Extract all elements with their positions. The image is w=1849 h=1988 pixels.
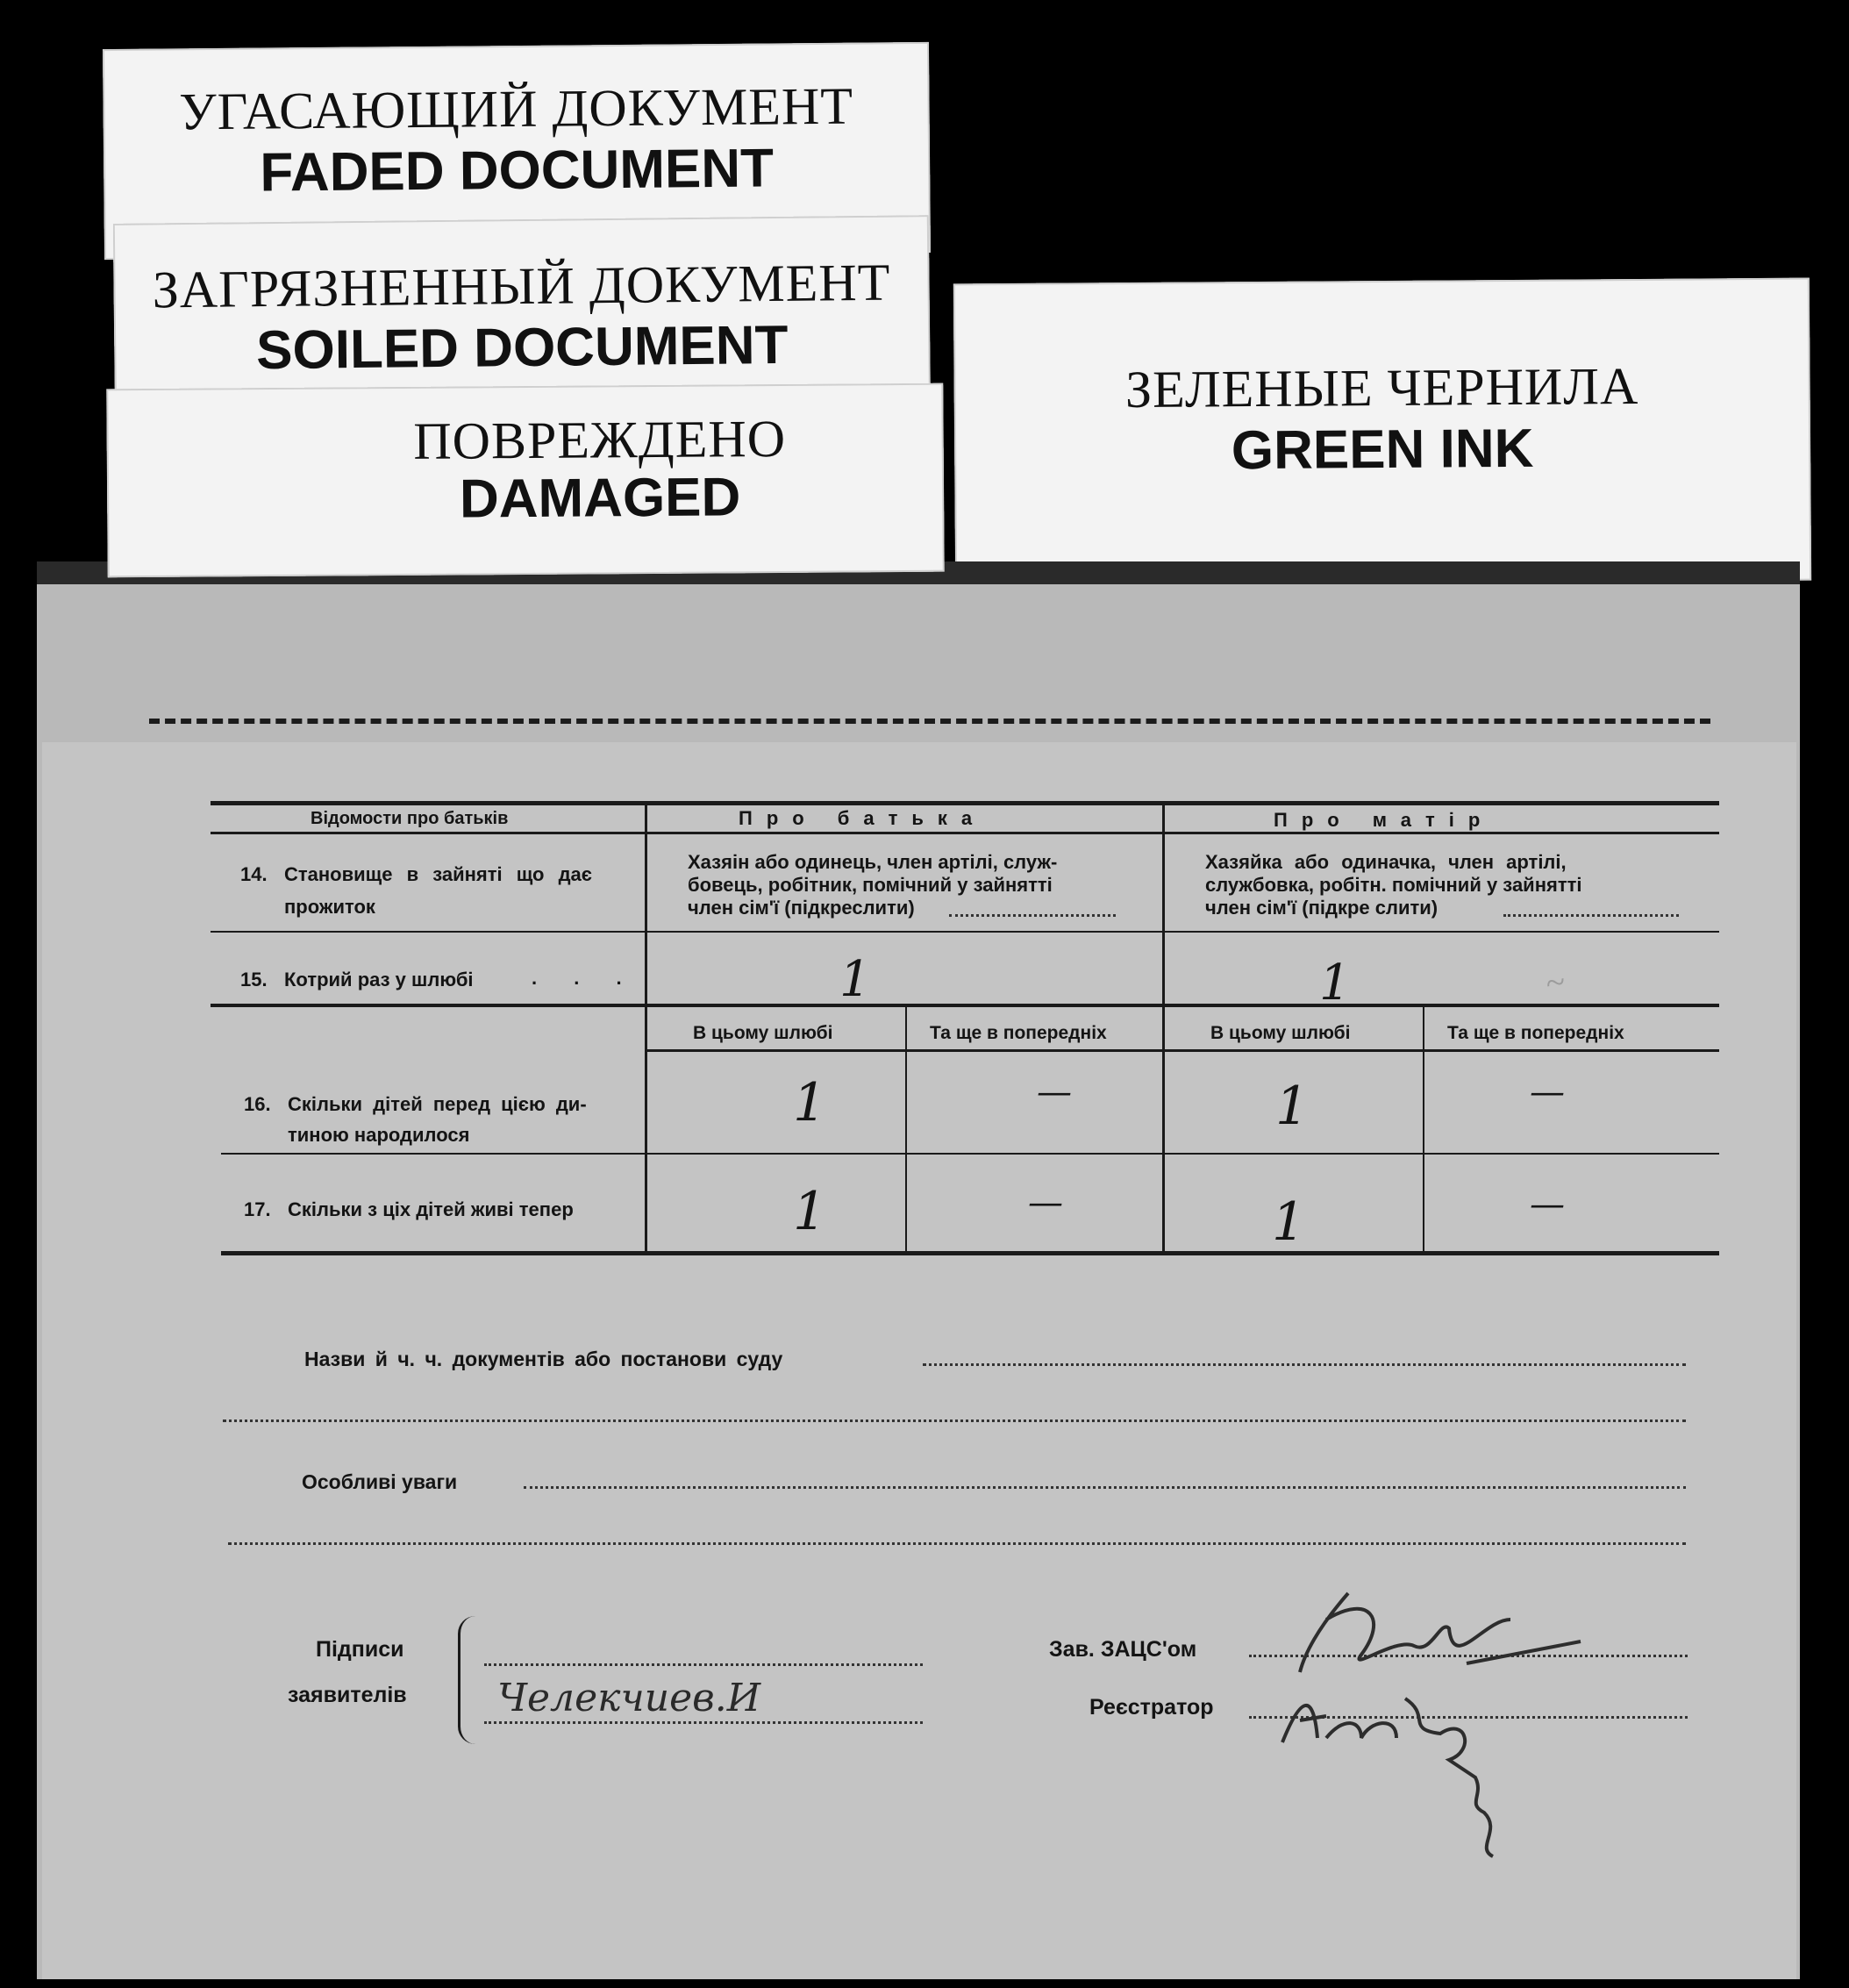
applicants-signatures-label: Підписи	[316, 1637, 404, 1662]
row15-father-value: 1	[839, 951, 871, 1008]
header-father: Про батька	[739, 807, 987, 829]
row16-rule	[221, 1153, 1719, 1155]
perforation-line	[149, 719, 1710, 724]
applicants-brace	[458, 1616, 476, 1744]
row17-father-prev-value: —	[1028, 1183, 1063, 1223]
tag-ru-text: ЗЕЛЕНЫЕ ЧЕРНИЛА	[1124, 356, 1639, 419]
row14-father-options-2: бовець, робітник, помічний у зайнятті	[688, 874, 1053, 896]
row14-number: 14.	[240, 863, 268, 885]
header-mother: Про матір	[1274, 809, 1495, 831]
tag-en-text: DAMAGED	[459, 467, 741, 530]
row14-father-options: Хазяін або одинець, член артілі, служ-	[688, 851, 1058, 873]
documents-label: Назви й ч. ч. документів або постанови суду	[304, 1348, 783, 1370]
remarks-label: Особливі уваги	[302, 1470, 458, 1493]
row17-mother-this-value: 1	[1272, 1191, 1306, 1253]
row14-father-options-3: член сім'ї (підкреслити)	[688, 897, 915, 919]
subheader-mother-previous: Та ще в попередніх	[1447, 1023, 1624, 1043]
row17-mother-prev-value: —	[1530, 1184, 1565, 1225]
handwritten-signatures	[1265, 1567, 1651, 1953]
header-rule	[211, 832, 1719, 834]
applicant-signature-line-1	[484, 1663, 923, 1666]
row17-label: Скільки з ціх дітей живі тепер	[288, 1198, 574, 1220]
col-divider-father	[905, 1007, 907, 1253]
tag-en-text: SOILED DOCUMENT	[255, 314, 789, 382]
subheader-mother-this-marriage: В цьому шлюбі	[1210, 1023, 1351, 1043]
tag-ru-text: ПОВРЕЖДЕНО	[413, 409, 787, 470]
col-divider-mother	[1423, 1007, 1424, 1253]
row14-rule	[211, 931, 1719, 933]
row16-mother-prev-value: —	[1530, 1072, 1565, 1112]
header-parents-info: Відомости про батьків	[311, 809, 509, 828]
damaged-tag	[106, 383, 944, 578]
head-of-registry-label: Зав. ЗАЦС'ом	[1049, 1637, 1197, 1662]
row16-label: Скільки дітей перед цією ди-	[288, 1093, 587, 1115]
document-page	[37, 561, 1800, 1979]
row17-father-this-value: 1	[793, 1181, 827, 1242]
table-top-rule	[211, 801, 1719, 805]
row15-label: Котрий раз у шлюбі	[284, 969, 474, 990]
documents-blank-2	[223, 1419, 1686, 1422]
row15-mother-value: 1	[1319, 955, 1351, 1012]
tag-en-text: GREEN INK	[1231, 418, 1534, 482]
applicants-signatures-label-cont: заявителів	[288, 1683, 407, 1707]
green-ink-tag	[953, 278, 1811, 587]
row15-label-dots: . . .	[532, 967, 638, 989]
row16-number: 16.	[244, 1093, 271, 1115]
bleed-through-mark: ~	[1542, 961, 1567, 1004]
applicant-signature-line-2	[484, 1721, 923, 1724]
row14-father-blank	[949, 914, 1116, 917]
row17-number: 17.	[244, 1198, 271, 1220]
registrar-label: Реєстратор	[1089, 1695, 1214, 1720]
subheader-rule	[646, 1049, 1719, 1052]
row14-label: Становище в зайняті що дає	[284, 863, 592, 885]
row16-father-this-value: 1	[793, 1072, 827, 1133]
row15-rule	[211, 1004, 1719, 1007]
row16-label-cont: тиною народилося	[288, 1124, 470, 1146]
table-bottom-rule	[221, 1251, 1719, 1255]
row15-number: 15.	[240, 969, 268, 990]
row14-mother-options-2: службовка, робітн. помічний у зайнятті	[1205, 874, 1582, 896]
subheader-father-this-marriage: В цьому шлюбі	[693, 1023, 833, 1043]
tag-ru-text: ЗАГРЯЗНЕННЫЙ ДОКУМЕНТ	[152, 253, 891, 319]
tag-ru-text: УГАСАЮЩИЙ ДОКУМЕНТ	[178, 76, 854, 141]
row16-father-prev-value: —	[1037, 1072, 1072, 1112]
col-divider-1	[645, 804, 647, 1253]
col-divider-2	[1162, 804, 1165, 1253]
remarks-blank-2	[228, 1542, 1686, 1545]
row14-label-cont: прожиток	[284, 896, 375, 918]
documents-blank-1	[923, 1363, 1686, 1366]
tag-en-text: FADED DOCUMENT	[260, 138, 775, 204]
row16-mother-this-value: 1	[1275, 1076, 1310, 1137]
subheader-father-previous: Та ще в попередніх	[930, 1023, 1107, 1043]
row14-mother-options-3: член сім'ї (підкре слити)	[1205, 897, 1439, 919]
remarks-blank-1	[524, 1486, 1686, 1489]
row14-mother-options: Хазяйка або одиначка, член артілі,	[1205, 851, 1567, 873]
applicant-signature: Челекчиев.И	[497, 1676, 761, 1720]
row14-mother-blank	[1503, 914, 1679, 917]
